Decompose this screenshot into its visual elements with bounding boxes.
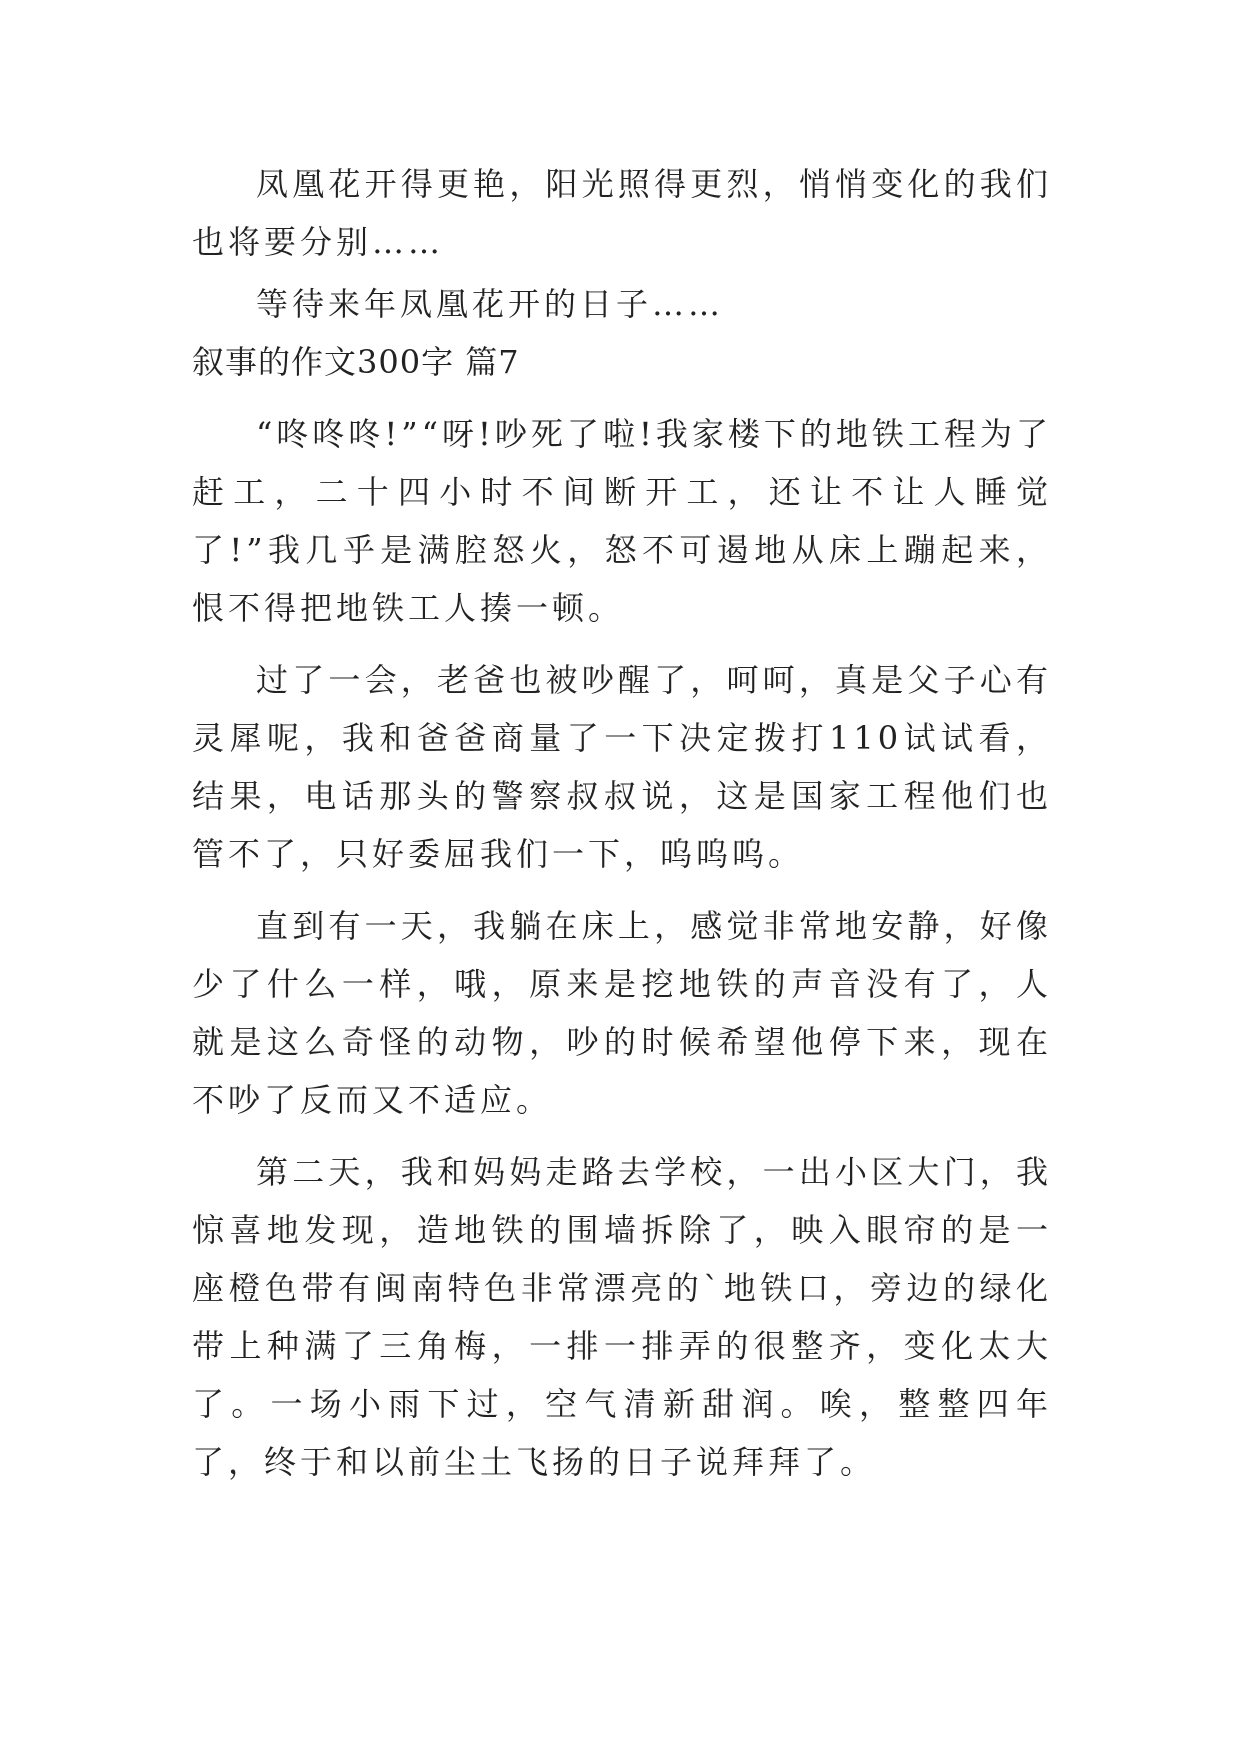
paragraph: 第二天，我和妈妈走路去学校，一出小区大门，我惊喜地发现，造地铁的围墙拆除了，映入眼帘的是一座橙色带有闽南特色非常漂亮的`地铁口，旁边的绿化带上种满了三角梅，一排一排弄的很整齐，变化太大了。一场小雨下过，空气清新甜润。唉，整整四年了，终于和以前尘土飞扬的日子说拜拜了。 xyxy=(192,1153,1052,1481)
paragraph: 直到有一天，我躺在床上，感觉非常地安静，好像少了什么一样，哦，原来是挖地铁的声音没有了，人就是这么奇怪的动物，吵的时候希望他停下来，现在不吵了反而又不适应。 xyxy=(192,907,1052,1119)
paragraph: 凤凰花开得更艳，阳光照得更烈，悄悄变化的我们也将要分别…… xyxy=(192,165,1052,261)
paragraph: “咚咚咚!”“呀!吵死了啦!我家楼下的地铁工程为了赶工，二十四小时不间断开工，还让不让人睡觉了!”我几乎是满腔怒火，怒不可遏地从床上蹦起来，恨不得把地铁工人揍一顿。 xyxy=(192,415,1052,627)
paragraph: 过了一会，老爸也被吵醒了，呵呵，真是父子心有灵犀呢，我和爸爸商量了一下决定拨打110试试看，结果，电话那头的警察叔叔说，这是国家工程他们也管不了，只好委屈我们一下，呜呜呜。 xyxy=(192,661,1052,873)
document-body xyxy=(192,155,1052,1491)
paragraph: 等待来年凤凰花开的日子…… xyxy=(256,285,725,323)
section-heading: 叙事的作文300字 篇7 xyxy=(192,343,520,381)
